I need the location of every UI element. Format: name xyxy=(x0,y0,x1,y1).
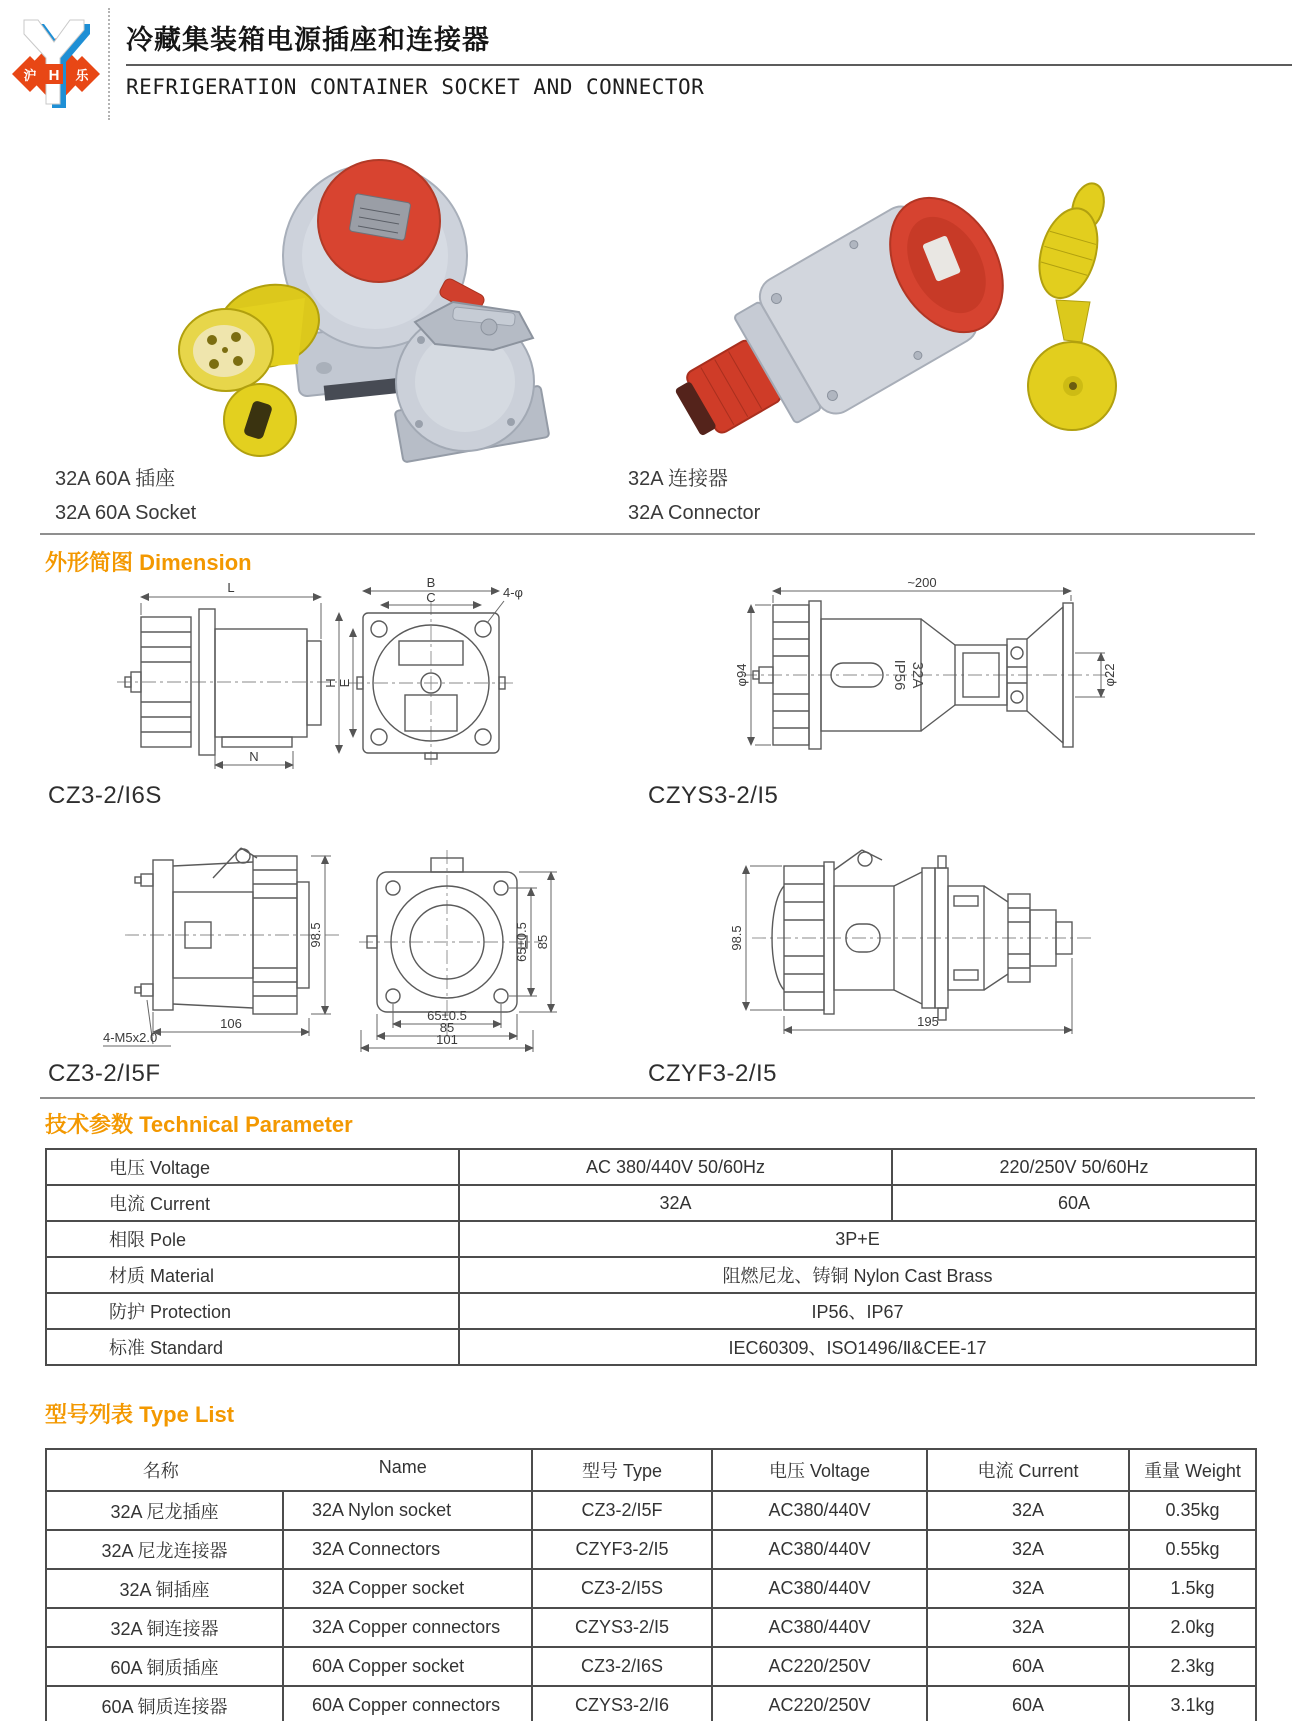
header-type: 型号 Type xyxy=(532,1449,712,1491)
tech-param-value-60a: 220/250V 50/60Hz xyxy=(892,1149,1256,1185)
table-row xyxy=(46,1569,1256,1608)
table-row xyxy=(46,1257,1256,1293)
table-row xyxy=(46,1686,1256,1721)
header-weight: 重量 Weight xyxy=(1129,1449,1256,1491)
header-name xyxy=(46,1449,532,1491)
cell-current: 32A xyxy=(927,1530,1129,1569)
photo-connector-yellow xyxy=(1028,175,1116,430)
tech-param-label: 相限 Pole xyxy=(46,1221,459,1257)
cell-voltage: AC380/440V xyxy=(712,1491,927,1530)
cell-weight: 2.0kg xyxy=(1129,1608,1256,1647)
cell-name-zh: 32A 尼龙连接器 xyxy=(46,1530,283,1569)
tech-param-label: 电压 Voltage xyxy=(46,1149,459,1185)
dim-label-body-dia: φ94 xyxy=(734,663,749,687)
connector-caption xyxy=(628,462,760,530)
connector-caption-en: 32A Connector xyxy=(628,502,761,524)
drawing-label-czys3-2-i5: CZYS3-2/I5 xyxy=(648,782,779,809)
photo-socket-metal xyxy=(395,302,550,462)
table-row xyxy=(46,1608,1256,1647)
dim-label-height: 98.5 xyxy=(729,925,744,951)
cell-current: 60A xyxy=(927,1686,1129,1721)
dim-label-H: H xyxy=(323,678,338,688)
cell-weight: 1.5kg xyxy=(1129,1569,1256,1608)
table-row xyxy=(46,1293,1256,1329)
table-row xyxy=(46,1221,1256,1257)
tech-param-value-32a: 32A xyxy=(459,1185,892,1221)
tech-param-value: 3P+E xyxy=(459,1221,1256,1257)
cell-weight: 3.1kg xyxy=(1129,1686,1256,1721)
dim-label-L: L xyxy=(227,580,235,595)
dim-label-hole-h: 65±0.5 xyxy=(427,1008,467,1023)
section-divider xyxy=(40,533,1255,535)
cell-name-zh: 60A 铜质连接器 xyxy=(46,1686,283,1721)
dim-label-C: C xyxy=(426,590,436,605)
cell-name-en: 32A Copper socket xyxy=(283,1569,532,1608)
cell-name-en: 32A Connectors xyxy=(283,1530,532,1569)
drawing-label-czyf3-2-i5: CZYF3-2/I5 xyxy=(648,1060,778,1087)
cell-voltage: AC220/250V xyxy=(712,1686,927,1721)
title-rule xyxy=(126,64,1292,66)
marking-ip56: IP56 xyxy=(891,659,908,691)
drawing-label-cz3-2-i6s: CZ3-2/I6S xyxy=(48,782,162,809)
dim-label-width: 106 xyxy=(220,1016,242,1031)
dim-label-B: B xyxy=(426,575,436,590)
product-photos-sockets xyxy=(128,118,588,463)
drawing-label-cz3-2-i5f: CZ3-2/I5F xyxy=(48,1060,161,1087)
cell-name-en: 60A Copper connectors xyxy=(283,1686,532,1721)
cell-voltage: AC380/440V xyxy=(712,1608,927,1647)
tech-param-value-60a: 60A xyxy=(892,1185,1256,1221)
header-name-en: Name xyxy=(378,1457,427,1477)
dimension-drawing-cz3-2-i6s xyxy=(105,575,535,775)
cell-name-en: 32A Copper connectors xyxy=(283,1608,532,1647)
dim-label-E: E xyxy=(337,678,352,688)
tech-param-label: 标准 Standard xyxy=(46,1329,459,1365)
cell-type: CZYS3-2/I5 xyxy=(532,1608,712,1647)
socket-caption-en: 32A 60A Socket xyxy=(55,502,197,524)
cell-name-en: 60A Copper socket xyxy=(283,1647,532,1686)
table-row xyxy=(46,1149,1256,1185)
product-photos-connectors xyxy=(652,148,1132,453)
marking-32a: 32A xyxy=(909,661,926,689)
tech-param-value-32a: AC 380/440V 50/60Hz xyxy=(459,1149,892,1185)
dim-label-length: 195 xyxy=(917,1014,939,1029)
page-title-zh: 冷藏集装箱电源插座和连接器 xyxy=(126,25,490,55)
dim-label-N: N xyxy=(249,749,259,764)
header-divider xyxy=(108,8,110,120)
cell-current: 32A xyxy=(927,1491,1129,1530)
cell-name-zh: 32A 铜插座 xyxy=(46,1569,283,1608)
table-header-row xyxy=(46,1449,1256,1491)
cell-name-zh: 60A 铜质插座 xyxy=(46,1647,283,1686)
cell-voltage: AC380/440V xyxy=(712,1569,927,1608)
tech-param-label: 防护 Protection xyxy=(46,1293,459,1329)
socket-caption-zh: 32A 60A 插座 xyxy=(55,468,176,490)
dimension-drawing-czyf3-2-i5 xyxy=(712,828,1152,1043)
header-name-zh: 名称 xyxy=(142,1461,179,1481)
page-title-en: REFRIGERATION CONTAINER SOCKET AND CONNECTOR xyxy=(126,75,705,99)
dim-label-hole-v: 65±0.5 xyxy=(514,922,529,962)
tech-param-value: IEC60309、ISO1496/Ⅱ&CEE-17 xyxy=(459,1329,1256,1365)
technical-section-title: 技术参数 Technical Parameter xyxy=(45,1112,353,1137)
logo-char-left: 沪 xyxy=(23,68,37,83)
cell-voltage: AC220/250V xyxy=(712,1647,927,1686)
section-divider xyxy=(40,1097,1255,1099)
dim-label-height: 98.5 xyxy=(308,922,323,948)
table-row xyxy=(46,1185,1256,1221)
dim-label-mid-h: 85 xyxy=(439,1020,455,1035)
dim-label-outer-h: 101 xyxy=(436,1032,458,1047)
cell-type: CZ3-2/I5F xyxy=(532,1491,712,1530)
table-row xyxy=(46,1530,1256,1569)
dimension-section-title: 外形简图 Dimension xyxy=(45,550,252,575)
cell-name-zh: 32A 尼龙插座 xyxy=(46,1491,283,1530)
company-logo xyxy=(8,12,104,116)
cell-type: CZ3-2/I5S xyxy=(532,1569,712,1608)
cell-current: 32A xyxy=(927,1608,1129,1647)
logo-char-center: H xyxy=(48,67,60,84)
socket-caption xyxy=(55,462,196,530)
cell-type: CZ3-2/I6S xyxy=(532,1647,712,1686)
table-row xyxy=(46,1647,1256,1686)
cell-current: 60A xyxy=(927,1647,1129,1686)
technical-parameter-table xyxy=(45,1148,1257,1366)
connector-caption-zh: 32A 连接器 xyxy=(628,468,729,490)
dim-label-cable-dia: φ22 xyxy=(1102,663,1117,687)
cell-weight: 0.35kg xyxy=(1129,1491,1256,1530)
dim-label-outer-v: 85 xyxy=(535,934,550,950)
header-voltage: 电压 Voltage xyxy=(712,1449,927,1491)
table-row xyxy=(46,1491,1256,1530)
header xyxy=(126,18,1292,99)
cell-current: 32A xyxy=(927,1569,1129,1608)
cell-voltage: AC380/440V xyxy=(712,1530,927,1569)
dimension-drawing-czys3-2-i5 xyxy=(715,575,1135,775)
cell-name-zh: 32A 铜连接器 xyxy=(46,1608,283,1647)
cell-weight: 0.55kg xyxy=(1129,1530,1256,1569)
dim-label-holes: 4-φ xyxy=(503,585,523,600)
dim-label-screws: 4-M5x2.0 xyxy=(103,1030,158,1045)
dim-label-length: ~200 xyxy=(907,575,937,590)
cell-type: CZYS3-2/I6 xyxy=(532,1686,712,1721)
photo-connector-main xyxy=(652,174,1028,453)
tech-param-value: IP56、IP67 xyxy=(459,1293,1256,1329)
header-current: 电流 Current xyxy=(927,1449,1129,1491)
table-row xyxy=(46,1329,1256,1365)
tech-param-value: 阻燃尼龙、铸铜 Nylon Cast Brass xyxy=(459,1257,1256,1293)
cell-weight: 2.3kg xyxy=(1129,1647,1256,1686)
tech-param-label: 电流 Current xyxy=(46,1185,459,1221)
type-list-section-title: 型号列表 Type List xyxy=(45,1402,235,1427)
type-list-table xyxy=(45,1448,1257,1721)
cell-name-en: 32A Nylon socket xyxy=(283,1491,532,1530)
logo-char-right: 乐 xyxy=(75,68,89,83)
cell-type: CZYF3-2/I5 xyxy=(532,1530,712,1569)
tech-param-label: 材质 Material xyxy=(46,1257,459,1293)
dimension-drawing-cz3-2-i5f xyxy=(95,822,575,1052)
